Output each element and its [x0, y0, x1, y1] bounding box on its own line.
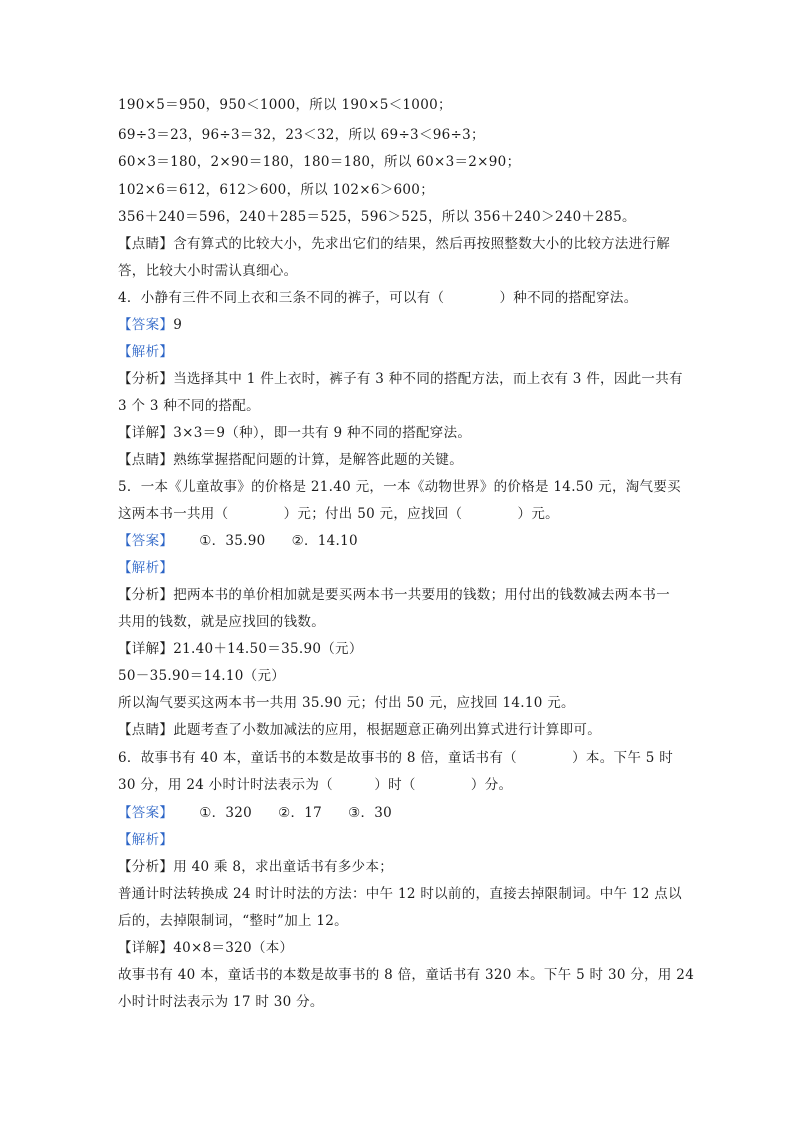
dianjing-tag: 【点睛】: [118, 452, 174, 468]
fenxi-text: 当选择其中 1 件上衣时，裤子有 3 种不同的搭配方法，而上衣有 3 件，因此一共有: [173, 371, 683, 387]
fenxi-text: 用 40 乘 8，求出童话书有多少本；: [173, 859, 394, 875]
answer-value-1: ①．35.90: [199, 533, 266, 549]
q5-fenxi: [118, 586, 678, 604]
calc-line-4: 102×6＝612，612＞600，所以 102×6＞600；: [118, 182, 434, 198]
calc-line-5: 356＋240＝596，240＋285＝525，596＞525，所以 356＋240＞240＋285。: [118, 209, 636, 225]
xiangjie-text: 3×3＝9（种），即一共有 9 种不同的搭配穿法。: [173, 425, 472, 441]
dianjing-text: 含有算式的比较大小，先求出它们的结果，然后再按照整数大小的比较方法进行解: [173, 236, 671, 252]
q5-xiangjie-2: 50－35.90＝14.10（元）: [118, 668, 286, 684]
question-5-cont: 这两本书一共用（ ）元；付出 50 元，应找回（ ）元。: [118, 506, 559, 522]
q5-dianjing: [118, 721, 678, 739]
xiangjie-tag: 【详解】: [118, 641, 174, 657]
xiangjie-tag: 【详解】: [118, 940, 174, 956]
fenxi-tag: 【分析】: [118, 587, 174, 603]
answer-value-2: ②．17: [278, 805, 323, 821]
xiangjie-text: 21.40＋14.50＝35.90（元）: [173, 641, 363, 657]
q4-jiexi-tag: 【解析】: [118, 344, 174, 360]
q4-fenxi: [118, 370, 683, 388]
q5-fenxi-cont: 共用的钱数，就是应找回的钱数。: [118, 614, 325, 630]
q5-answer: [118, 532, 678, 550]
dianjing-tag: 【点睛】: [118, 236, 174, 252]
question-6: 6．故事书有 40 本，童话书的本数是故事书的 8 倍，童话书有（ ）本。下午 5 时: [118, 750, 673, 766]
question-6-cont: 30 分，用 24 小时计时法表示为（ ）时（ ）分。: [118, 777, 513, 793]
dianjing-tag: 【点睛】: [118, 722, 174, 738]
q6-xiangjie: [118, 939, 678, 957]
calc-line-1: 190×5＝950，950＜1000，所以 190×5＜1000；: [118, 97, 452, 113]
dianjing-text: 熟练掌握搭配问题的计算，是解答此题的关键。: [173, 452, 464, 468]
answer-value-3: ③．30: [348, 805, 393, 821]
answer-value-1: ①．320: [199, 805, 253, 821]
fenxi-tag: 【分析】: [118, 371, 174, 387]
answer-value: 9: [173, 317, 183, 333]
fenxi-tag: 【分析】: [118, 859, 174, 875]
calc-line-2: 69÷3＝23，96÷3＝32，23＜32，所以 69÷3＜96÷3；: [118, 127, 485, 143]
answer-tag: 【答案】: [118, 533, 174, 549]
q6-fenxi-cont-2: 后的，去掉限制词，“整时”加上 12。: [118, 913, 348, 929]
q4-fenxi-cont: 3 个 3 种不同的搭配。: [118, 398, 260, 414]
q6-answer: [118, 804, 678, 822]
xiangjie-text: 40×8＝320（本）: [173, 940, 294, 956]
q6-xiangjie-2: 故事书有 40 本，童话书的本数是故事书的 8 倍，童话书有 320 本。下午 5 时 30 分，用 24: [118, 967, 695, 983]
q5-xiangjie-3: 所以淘气要买这两本书一共用 35.90 元；付出 50 元，应找回 14.10 元。: [118, 695, 575, 711]
dianjing-1-cont: 答，比较大小时需认真细心。: [118, 263, 298, 279]
answer-tag: 【答案】: [118, 317, 174, 333]
q6-xiangjie-3: 小时计时法表示为 17 时 30 分。: [118, 994, 324, 1010]
dianjing-1: [118, 235, 678, 253]
q6-jiexi-tag: 【解析】: [118, 832, 174, 848]
q6-fenxi: [118, 858, 678, 876]
q5-xiangjie: [118, 640, 678, 658]
q4-dianjing: [118, 451, 678, 469]
question-4: 4．小静有三件不同上衣和三条不同的裤子，可以有（ ）种不同的搭配穿法。: [118, 290, 638, 306]
xiangjie-tag: 【详解】: [118, 425, 174, 441]
fenxi-text: 把两本书的单价相加就是要买两本书一共要用的钱数；用付出的钱数减去两本书一: [173, 587, 671, 603]
answer-value-2: ②．14.10: [291, 533, 358, 549]
dianjing-text: 此题考查了小数加减法的应用，根据题意正确列出算式进行计算即可。: [173, 722, 602, 738]
q4-answer: [118, 316, 678, 334]
q6-fenxi-cont-1: 普通计时法转换成 24 时计时法的方法：中午 12 时以前的，直接去掉限制词。中午 12 点以: [118, 886, 682, 902]
q4-xiangjie: [118, 424, 678, 442]
calc-line-3: 60×3＝180，2×90＝180，180＝180，所以 60×3＝2×90；: [118, 154, 521, 170]
q5-jiexi-tag: 【解析】: [118, 560, 174, 576]
question-5: 5．一本《儿童故事》的价格是 21.40 元，一本《动物世界》的价格是 14.50 元，淘气要买: [118, 479, 681, 495]
answer-tag: 【答案】: [118, 805, 174, 821]
